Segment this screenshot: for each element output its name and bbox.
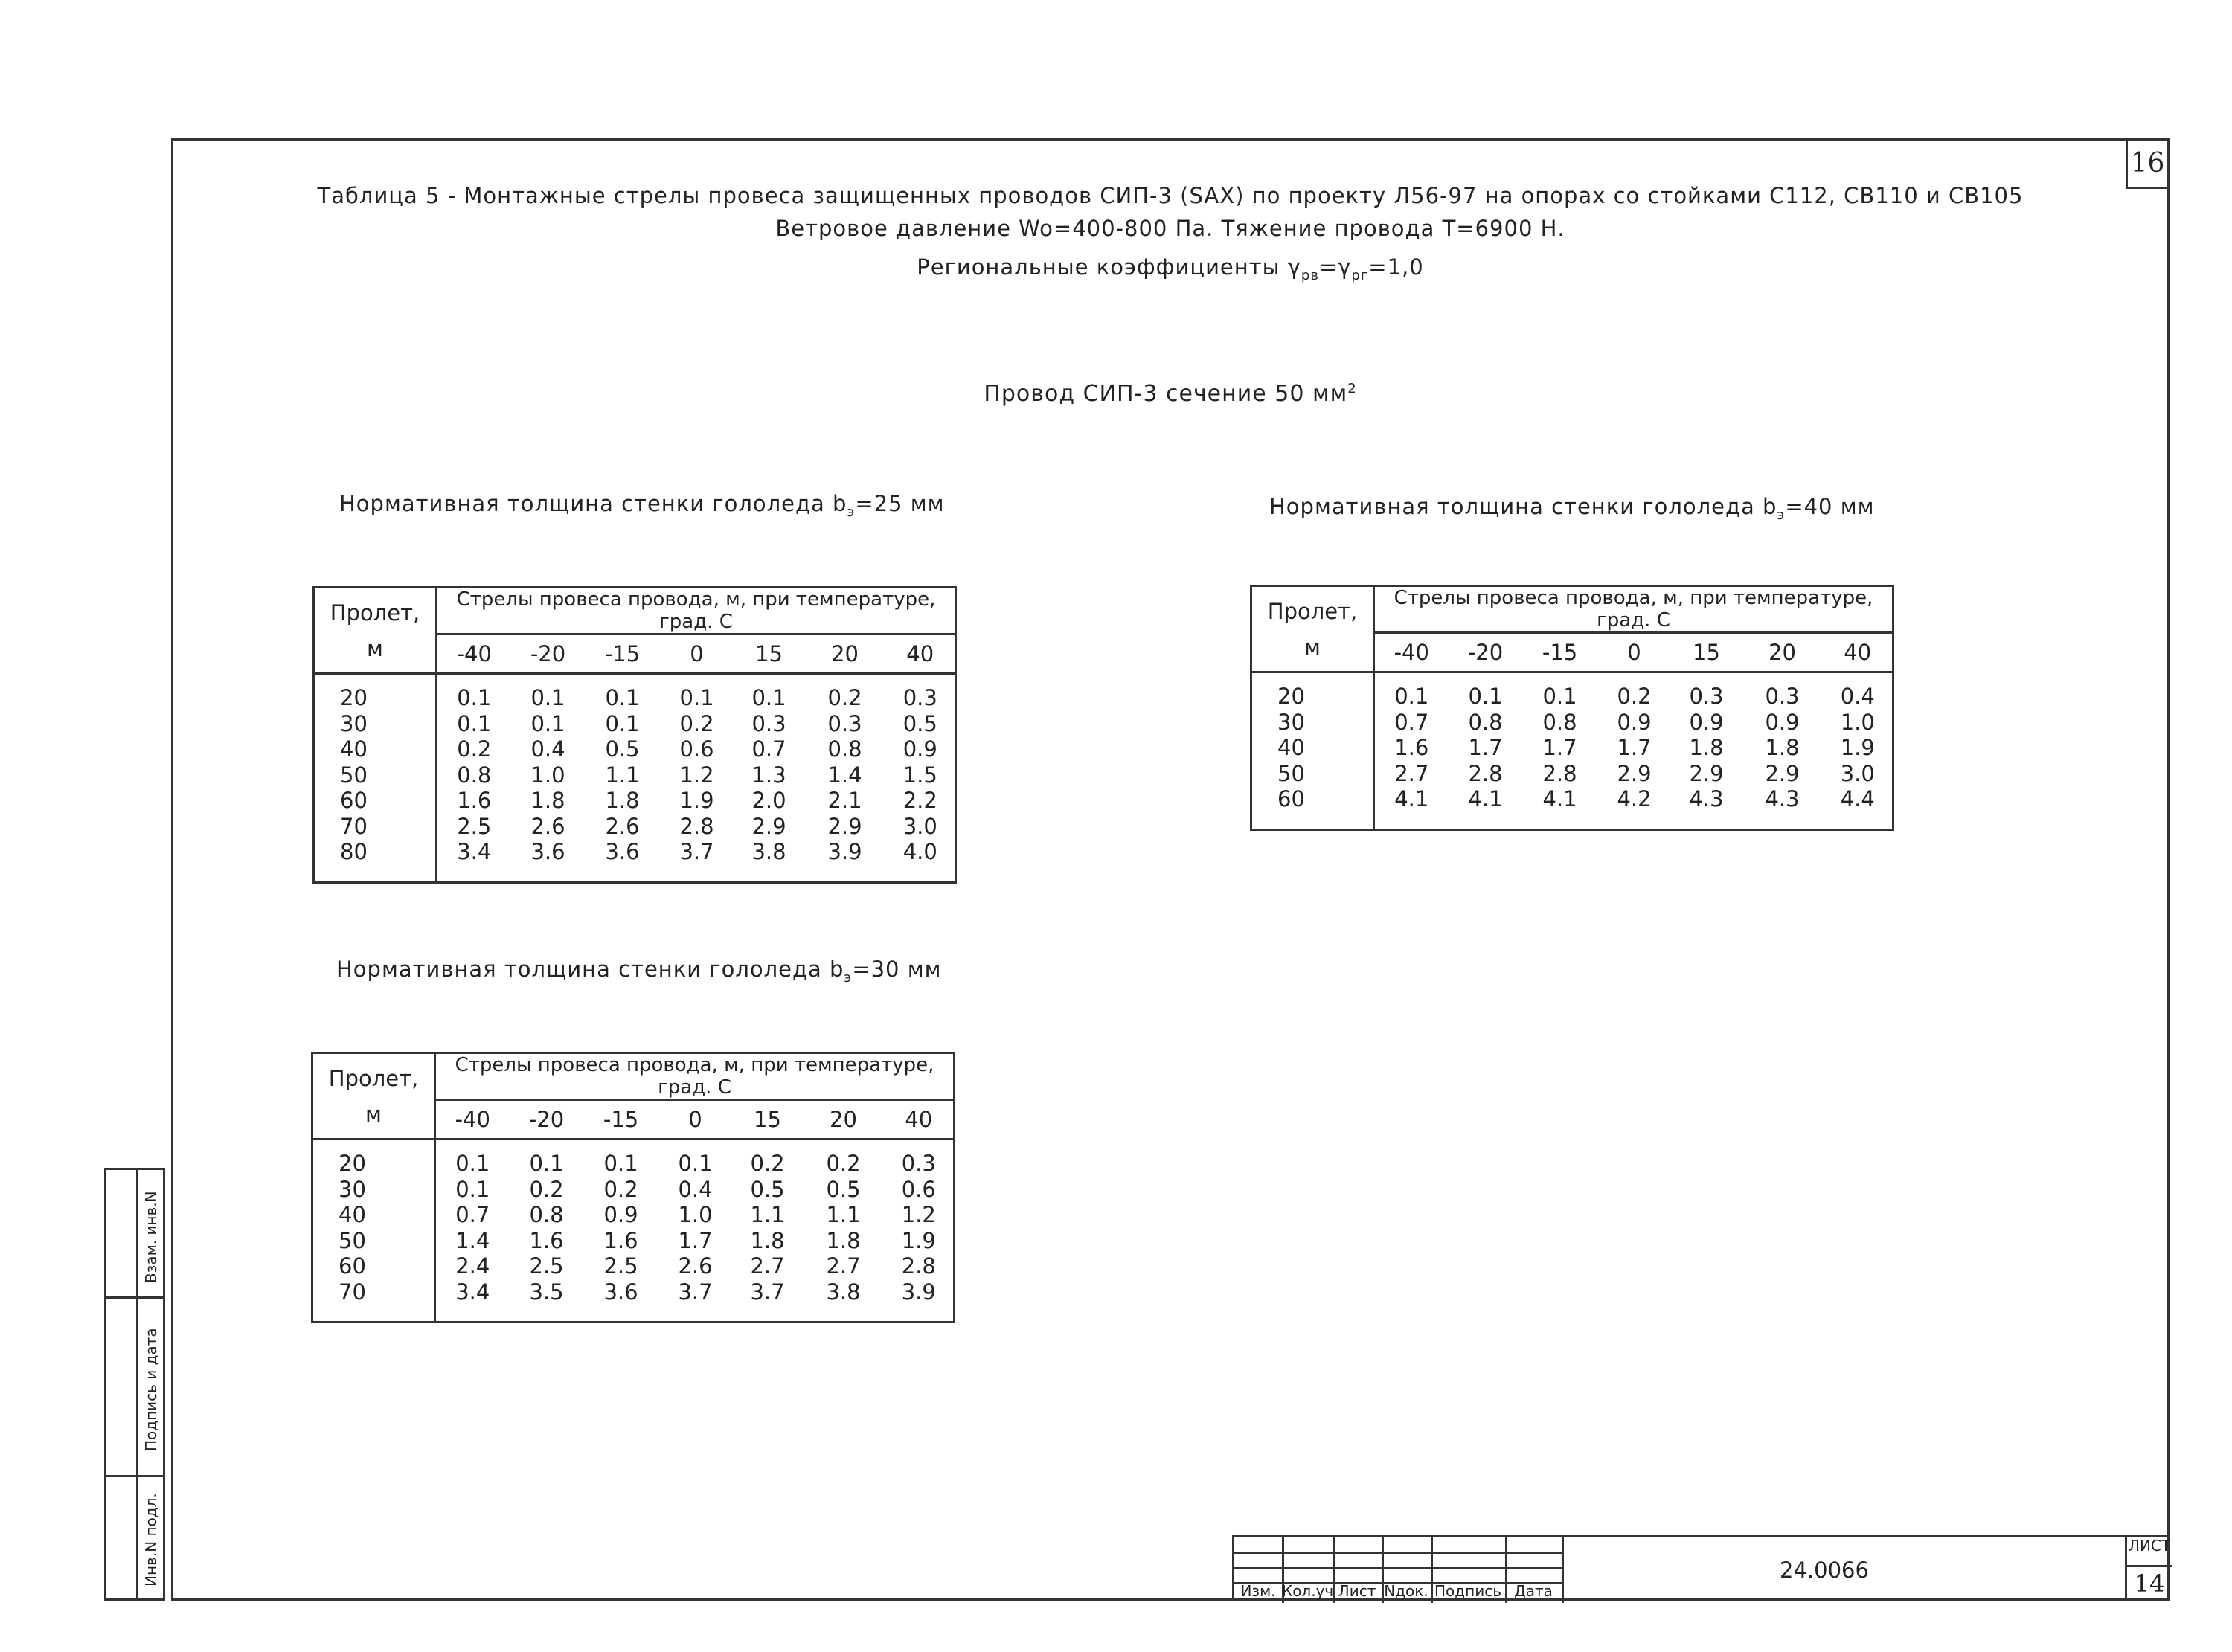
sag-value: 0.1 [530, 685, 565, 710]
sheet-label: ЛИСТ [2128, 1537, 2171, 1555]
stamp-col-count: Кол.уч [1282, 1582, 1334, 1600]
sag-column [1672, 672, 1742, 812]
sag-value: 3.7 [750, 1279, 785, 1305]
sag-value: 1.9 [679, 788, 714, 813]
sag-value: 0.1 [751, 685, 786, 710]
sag-column [586, 674, 660, 865]
sag-value: 1.9 [1840, 735, 1875, 760]
table-caption-25mm: Нормативная толщина стенки гололеда $b_э=25$ мм [339, 491, 945, 520]
temperature-cell: 15 [734, 634, 804, 674]
span-unit-label: м [365, 1101, 382, 1127]
sag-value: 1.7 [1468, 735, 1503, 760]
sag-value: 0.1 [605, 710, 640, 736]
sag-value: 1.8 [750, 1227, 785, 1253]
sag-value: 4.4 [1840, 786, 1875, 811]
sag-value: 1.6 [457, 788, 492, 813]
sag-value: 1.6 [529, 1227, 564, 1253]
sag-value: 3.8 [751, 839, 786, 864]
span-value: 30 [339, 1176, 366, 1202]
sag-value: 4.1 [1394, 786, 1429, 811]
sag-value: 0.1 [455, 1176, 490, 1202]
span-value: 70 [339, 1279, 366, 1305]
span-value: 40 [340, 736, 368, 762]
sag-value: 0.1 [529, 1151, 564, 1176]
sag-value: 0.8 [529, 1202, 564, 1227]
table-caption-40mm: Нормативная толщина стенки гололеда $b_э=40$ мм [1269, 494, 1875, 523]
sag-value: 1.1 [605, 762, 640, 788]
sag-value: 0.8 [827, 736, 862, 762]
temperature-cell: 40 [886, 634, 956, 674]
sag-column [734, 674, 804, 865]
sag-value: 0.5 [750, 1176, 785, 1202]
sag-value: 0.4 [530, 736, 565, 762]
sag-value: 0.1 [605, 685, 640, 710]
sag-value: 0.2 [603, 1176, 638, 1202]
temperature-cell: -20 [511, 634, 586, 674]
sag-value: 0.9 [902, 736, 937, 762]
sag-value: 4.1 [1542, 786, 1577, 811]
sag-value: 0.9 [1617, 709, 1652, 735]
span-value: 80 [340, 839, 368, 864]
sag-value: 1.9 [901, 1227, 936, 1253]
sag-value: 1.7 [1542, 735, 1577, 760]
sag-value: 0.1 [455, 1151, 490, 1176]
temperature-cell: 40 [885, 1100, 955, 1140]
side-label-replacement: Взам. инв.N [142, 1191, 160, 1283]
sag-value: 0.5 [902, 710, 937, 736]
temperature-cell: 0 [1597, 633, 1672, 672]
sag-value: 0.9 [1765, 709, 1800, 735]
temperature-cell: 20 [803, 1100, 885, 1140]
temperature-cell: -40 [437, 634, 511, 674]
temperature-cell: -15 [1523, 633, 1597, 672]
sag-value: 0.7 [1394, 709, 1429, 735]
sag-value: 2.6 [678, 1253, 713, 1279]
temperature-cell: 0 [660, 634, 734, 674]
sag-column [584, 1140, 658, 1305]
sag-value: 3.7 [678, 1279, 713, 1305]
sag-value: 1.0 [1840, 709, 1875, 735]
sag-value: 1.0 [678, 1202, 713, 1227]
sag-column [1742, 672, 1824, 812]
sag-value: 4.0 [902, 839, 937, 864]
sag-value: 2.1 [827, 788, 862, 813]
sag-value: 0.2 [1617, 684, 1652, 709]
span-value: 40 [339, 1202, 366, 1227]
sag-value: 0.6 [679, 736, 714, 762]
temperature-cell: 20 [1742, 633, 1824, 672]
sag-value: 1.7 [678, 1227, 713, 1253]
stamp-col-change: Изм. [1240, 1582, 1276, 1600]
span-values [1251, 672, 1374, 812]
sag-value: 3.0 [902, 813, 937, 839]
sag-value: 3.6 [530, 839, 565, 864]
span-header-label: Пролет, [330, 600, 420, 626]
sag-value: 1.0 [530, 762, 565, 788]
span-value: 30 [340, 710, 368, 736]
sag-value: 1.4 [827, 762, 862, 788]
sag-value: 1.5 [902, 762, 937, 788]
sag-value: 2.0 [751, 788, 786, 813]
span-value: 50 [339, 1227, 366, 1253]
data-table [311, 1052, 955, 1323]
sag-column [733, 1140, 803, 1305]
wind-pressure-line: Ветровое давление Wo=400-800 Па. Тяжение провода Т=6900 Н. [775, 216, 1565, 241]
sheet-box [2125, 1535, 2170, 1601]
sag-value: 1.8 [826, 1227, 861, 1253]
sag-value: 3.9 [827, 839, 862, 864]
sag-value: 2.9 [1765, 760, 1800, 786]
sag-value: 2.4 [455, 1253, 490, 1279]
sag-column [1824, 672, 1893, 812]
span-values [314, 674, 437, 865]
sag-value: 2.7 [1394, 760, 1429, 786]
data-table [312, 586, 957, 884]
temperature-header: Стрелы провеса провода, м, при температуре, град. С [1374, 586, 1893, 633]
sag-value: 0.4 [678, 1176, 713, 1202]
sag-value: 0.1 [530, 710, 565, 736]
sag-value: 1.2 [679, 762, 714, 788]
sag-column [511, 674, 586, 865]
sag-value: 0.2 [827, 685, 862, 710]
sag-value: 2.7 [826, 1253, 861, 1279]
span-unit-label: м [1304, 634, 1321, 660]
sag-value: 1.7 [1617, 735, 1652, 760]
data-table [1250, 585, 1894, 831]
sag-value: 1.8 [1765, 735, 1800, 760]
sag-value: 0.3 [751, 710, 786, 736]
sag-column [1374, 672, 1449, 812]
sag-value: 2.7 [750, 1253, 785, 1279]
sag-value: 0.7 [455, 1202, 490, 1227]
span-value: 60 [340, 788, 368, 813]
span-value: 60 [1277, 786, 1305, 811]
span-value: 40 [1277, 735, 1305, 760]
temperature-cell: -20 [1449, 633, 1523, 672]
sag-value: 0.9 [1689, 709, 1724, 735]
sag-value: 3.0 [1840, 760, 1875, 786]
sag-value: 0.3 [827, 710, 862, 736]
temperature-cell: 40 [1824, 633, 1893, 672]
sag-value: 0.1 [1468, 684, 1503, 709]
sag-value: 0.1 [603, 1151, 638, 1176]
temperature-cell: -15 [584, 1100, 658, 1140]
sag-value: 4.3 [1765, 786, 1800, 811]
sag-value: 4.1 [1468, 786, 1503, 811]
sag-value: 2.6 [530, 813, 565, 839]
sag-value: 0.8 [457, 762, 492, 788]
span-value: 70 [340, 813, 368, 839]
sag-value: 0.1 [1542, 684, 1577, 709]
title-block [1232, 1535, 2170, 1601]
sag-value: 1.1 [750, 1202, 785, 1227]
sag-value: 0.3 [902, 685, 937, 710]
temperature-cell: -15 [586, 634, 660, 674]
sag-value: 3.6 [603, 1279, 638, 1305]
sag-value: 0.3 [1765, 684, 1800, 709]
sag-value: 3.7 [679, 839, 714, 864]
sag-value: 0.8 [1468, 709, 1503, 735]
sag-value: 1.4 [455, 1227, 490, 1253]
temperature-cell: -40 [1374, 633, 1449, 672]
side-label-signature: Подпись и дата [142, 1328, 160, 1451]
sag-value: 2.6 [605, 813, 640, 839]
sag-column [804, 674, 886, 865]
temperature-header: Стрелы провеса провода, м, при температуре, град. С [437, 588, 956, 634]
span-header [314, 588, 437, 674]
sag-value: 0.7 [751, 736, 786, 762]
temperature-header: Стрелы провеса провода, м, при температуре, град. С [435, 1053, 955, 1100]
sag-column [803, 1140, 885, 1305]
sag-value: 2.5 [529, 1253, 564, 1279]
span-value: 30 [1277, 709, 1305, 735]
sag-value: 0.2 [529, 1176, 564, 1202]
sag-value: 1.8 [605, 788, 640, 813]
sag-value: 0.5 [605, 736, 640, 762]
sag-column [1523, 672, 1597, 812]
sheet-number: 14 [2127, 1565, 2172, 1600]
span-value: 50 [340, 762, 368, 788]
temperature-cell: 0 [658, 1100, 733, 1140]
side-strip [104, 1168, 165, 1601]
temperature-cell: 15 [733, 1100, 803, 1140]
sag-column [658, 1140, 733, 1305]
sag-value: 0.2 [750, 1151, 785, 1176]
table-title: Таблица 5 - Монтажные стрелы провеса защищенных проводов СИП-3 (SAX) по проекту Л56-97 на опорах со стойками С112, СВ110 и СВ105 [317, 183, 2024, 208]
sag-value: 2.9 [827, 813, 862, 839]
span-value: 20 [1277, 684, 1305, 709]
stamp-col-doc: Nдок. [1384, 1582, 1428, 1600]
sag-value: 3.6 [605, 839, 640, 864]
sag-value: 2.9 [751, 813, 786, 839]
span-header-label: Пролет, [328, 1065, 419, 1091]
sag-value: 4.3 [1689, 786, 1724, 811]
span-header-label: Пролет, [1267, 598, 1358, 624]
sag-value: 2.8 [1468, 760, 1503, 786]
sag-value: 2.9 [1617, 760, 1652, 786]
sag-value: 0.3 [901, 1151, 936, 1176]
sag-value: 0.2 [826, 1151, 861, 1176]
sag-value: 0.4 [1840, 684, 1875, 709]
page-number: 16 [2126, 141, 2167, 189]
sag-value: 0.1 [457, 710, 492, 736]
sag-value: 0.6 [901, 1176, 936, 1202]
sag-column [660, 674, 734, 865]
document-code: 24.0066 [1562, 1537, 2085, 1603]
sag-column [510, 1140, 584, 1305]
sag-value: 0.1 [679, 685, 714, 710]
regional-coefficients-line: Региональные коэффициенты $\gamma_{рв}=\gamma_{рг}=1,0$ [917, 254, 1424, 283]
sag-value: 3.9 [901, 1279, 936, 1305]
span-header [1251, 586, 1374, 672]
span-value: 20 [340, 685, 368, 710]
sag-value: 1.8 [1689, 735, 1724, 760]
sag-value: 3.8 [826, 1279, 861, 1305]
sag-column [1597, 672, 1672, 812]
table-caption-30mm: Нормативная толщина стенки гололеда $b_э=30$ мм [336, 957, 942, 986]
sag-column [885, 1140, 955, 1305]
temperature-cell: 15 [1672, 633, 1742, 672]
stamp-col-date: Дата [1514, 1582, 1553, 1600]
sag-value: 0.2 [679, 710, 714, 736]
span-unit-label: м [367, 635, 383, 661]
span-value: 60 [339, 1253, 366, 1279]
sag-value: 0.1 [457, 685, 492, 710]
sag-value: 3.4 [457, 839, 492, 864]
sag-value: 0.5 [826, 1176, 861, 1202]
temperature-cell: -20 [510, 1100, 584, 1140]
sag-value: 0.8 [1542, 709, 1577, 735]
sag-value: 3.4 [455, 1279, 490, 1305]
sag-value: 2.5 [603, 1253, 638, 1279]
span-header [312, 1053, 435, 1140]
sag-column [886, 674, 956, 865]
sag-value: 0.9 [603, 1202, 638, 1227]
sag-value: 4.2 [1617, 786, 1652, 811]
sag-value: 3.5 [529, 1279, 564, 1305]
sag-value: 0.2 [457, 736, 492, 762]
sag-value: 1.1 [826, 1202, 861, 1227]
sag-column [435, 1140, 510, 1305]
stamp-col-signature: Подпись [1434, 1582, 1501, 1600]
sag-value: 0.1 [678, 1151, 713, 1176]
sag-value: 1.2 [901, 1202, 936, 1227]
section-title: Провод СИП-3 сечение 50 $мм^2$ [984, 381, 1357, 407]
sag-column [437, 674, 511, 865]
sag-value: 1.3 [751, 762, 786, 788]
span-values [312, 1140, 435, 1305]
sag-column [1449, 672, 1523, 812]
side-label-inventory: Инв.N подл. [142, 1493, 160, 1587]
stamp-col-sheet: Лист [1338, 1582, 1376, 1600]
sag-value: 1.8 [530, 788, 565, 813]
sag-value: 2.9 [1689, 760, 1724, 786]
sag-value: 0.1 [1394, 684, 1429, 709]
temperature-cell: -40 [435, 1100, 510, 1140]
sag-value: 0.3 [1689, 684, 1724, 709]
sag-value: 2.8 [1542, 760, 1577, 786]
sag-value: 1.6 [603, 1227, 638, 1253]
sag-value: 2.8 [679, 813, 714, 839]
sag-value: 2.5 [457, 813, 492, 839]
sag-value: 2.2 [902, 788, 937, 813]
temperature-cell: 20 [804, 634, 886, 674]
span-value: 20 [339, 1151, 366, 1176]
span-value: 50 [1277, 760, 1305, 786]
sag-value: 1.6 [1394, 735, 1429, 760]
sag-value: 2.8 [901, 1253, 936, 1279]
